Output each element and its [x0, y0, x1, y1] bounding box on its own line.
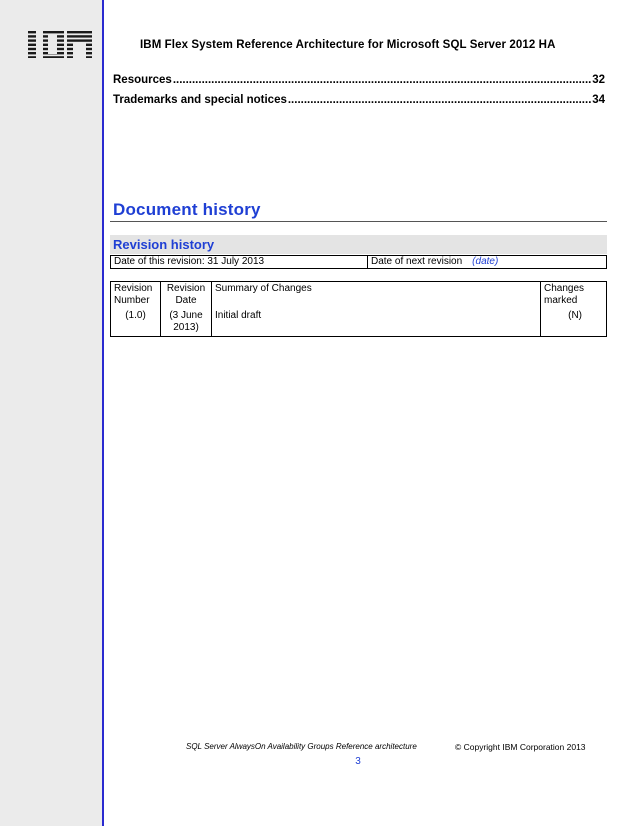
toc-leader-dots — [288, 94, 591, 106]
header-title: IBM Flex System Reference Architecture for Microsoft SQL Server 2012 HA — [140, 39, 556, 51]
next-revision-value: (date) — [472, 256, 499, 267]
toc-leader-dots — [173, 74, 591, 86]
toc-entry-label: Trademarks and special notices — [113, 94, 287, 106]
revision-dates-box — [110, 255, 607, 269]
cell-revision-number: (1.0) — [111, 309, 161, 337]
table-header-row — [111, 282, 607, 310]
header-summary: Summary of Changes — [212, 282, 541, 310]
cell-revision-date: (3 June 2013) — [161, 309, 212, 337]
table-of-contents — [113, 74, 605, 114]
cell-summary: Initial draft — [212, 309, 541, 337]
this-revision-date: Date of this revision: 31 July 2013 — [111, 256, 368, 268]
section-heading: Document history — [113, 200, 261, 219]
toc-entry-page: 32 — [592, 74, 605, 86]
ibm-logo — [24, 31, 92, 58]
header-changes-marked: Changes marked — [541, 282, 607, 310]
footer-document-title: SQL Server AlwaysOn Availability Groups Reference architecture — [186, 742, 417, 751]
toc-entry-label: Resources — [113, 74, 172, 86]
left-margin-bar — [0, 0, 104, 826]
cell-changes-marked: (N) — [541, 309, 607, 337]
header-revision-number: Revision Number — [111, 282, 161, 310]
heading-rule — [110, 221, 607, 222]
next-revision-label: Date of next revision — [371, 256, 463, 267]
header-revision-date: Revision Date — [161, 282, 212, 310]
toc-entry-page: 34 — [592, 94, 605, 106]
next-revision-cell — [368, 256, 606, 268]
subsection-heading: Revision history — [113, 237, 215, 252]
toc-entry[interactable] — [113, 94, 605, 114]
footer-copyright: © Copyright IBM Corporation 2013 — [455, 742, 586, 752]
toc-entry[interactable] — [113, 74, 605, 94]
table-row — [111, 309, 607, 337]
page-number: 3 — [355, 756, 361, 767]
revision-table — [110, 281, 607, 337]
